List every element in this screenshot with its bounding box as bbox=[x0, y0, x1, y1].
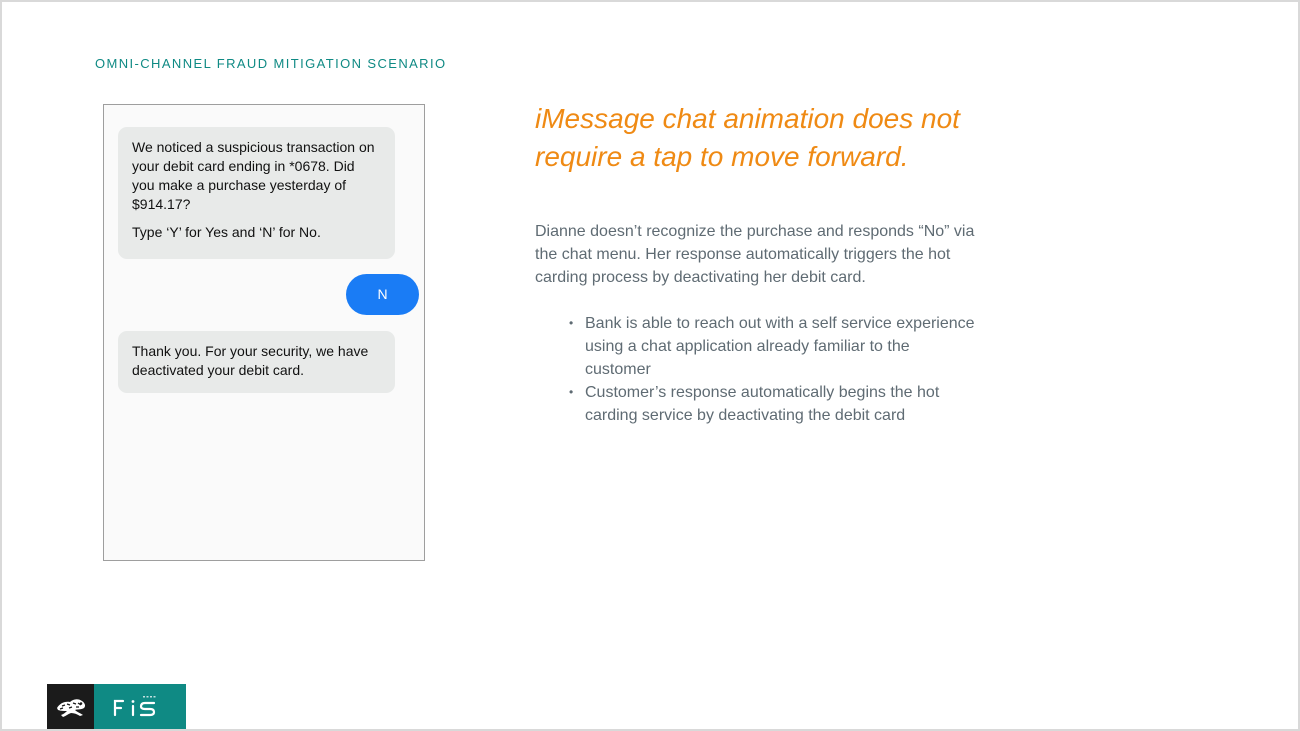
slide-bullet-list bbox=[567, 312, 977, 427]
incoming-message-text: We noticed a suspicious transaction on your debit card ending in *0678. Did you make a purchase yesterday of $914.17? bbox=[132, 139, 375, 212]
slide-headline: iMessage chat animation does not require a tap to move forward. bbox=[535, 103, 960, 172]
slide-body-paragraph: Dianne doesn’t recognize the purchase and responds “No” via the chat menu. Her response automatically triggers the hot carding process by deactivating her debit card. bbox=[535, 223, 975, 286]
frog-icon bbox=[47, 684, 94, 729]
incoming-confirmation-bubble: Thank you. For your security, we have deactivated your debit card. bbox=[118, 331, 395, 393]
chat-phone-mockup bbox=[103, 104, 425, 561]
bullet-text: Bank is able to reach out with a self service experience using a chat application already familiar to the customer bbox=[585, 315, 975, 378]
bullet-dot-icon: • bbox=[569, 316, 574, 330]
fis-wordmark bbox=[94, 684, 186, 729]
bullet-dot-icon: • bbox=[569, 385, 574, 399]
bullet-item bbox=[567, 381, 977, 427]
incoming-message-instruction: Type ‘Y’ for Yes and ‘N’ for No. bbox=[132, 224, 321, 240]
bullet-text: Customer’s response automatically begins the hot carding service by deactivating the debit card bbox=[585, 384, 940, 424]
fis-logo bbox=[47, 684, 186, 729]
slide-eyebrow-title: OMNI-CHANNEL FRAUD MITIGATION SCENARIO bbox=[95, 56, 447, 71]
bullet-item bbox=[567, 312, 977, 381]
outgoing-reply-bubble: N bbox=[346, 274, 419, 315]
incoming-message-bubble bbox=[118, 127, 395, 259]
